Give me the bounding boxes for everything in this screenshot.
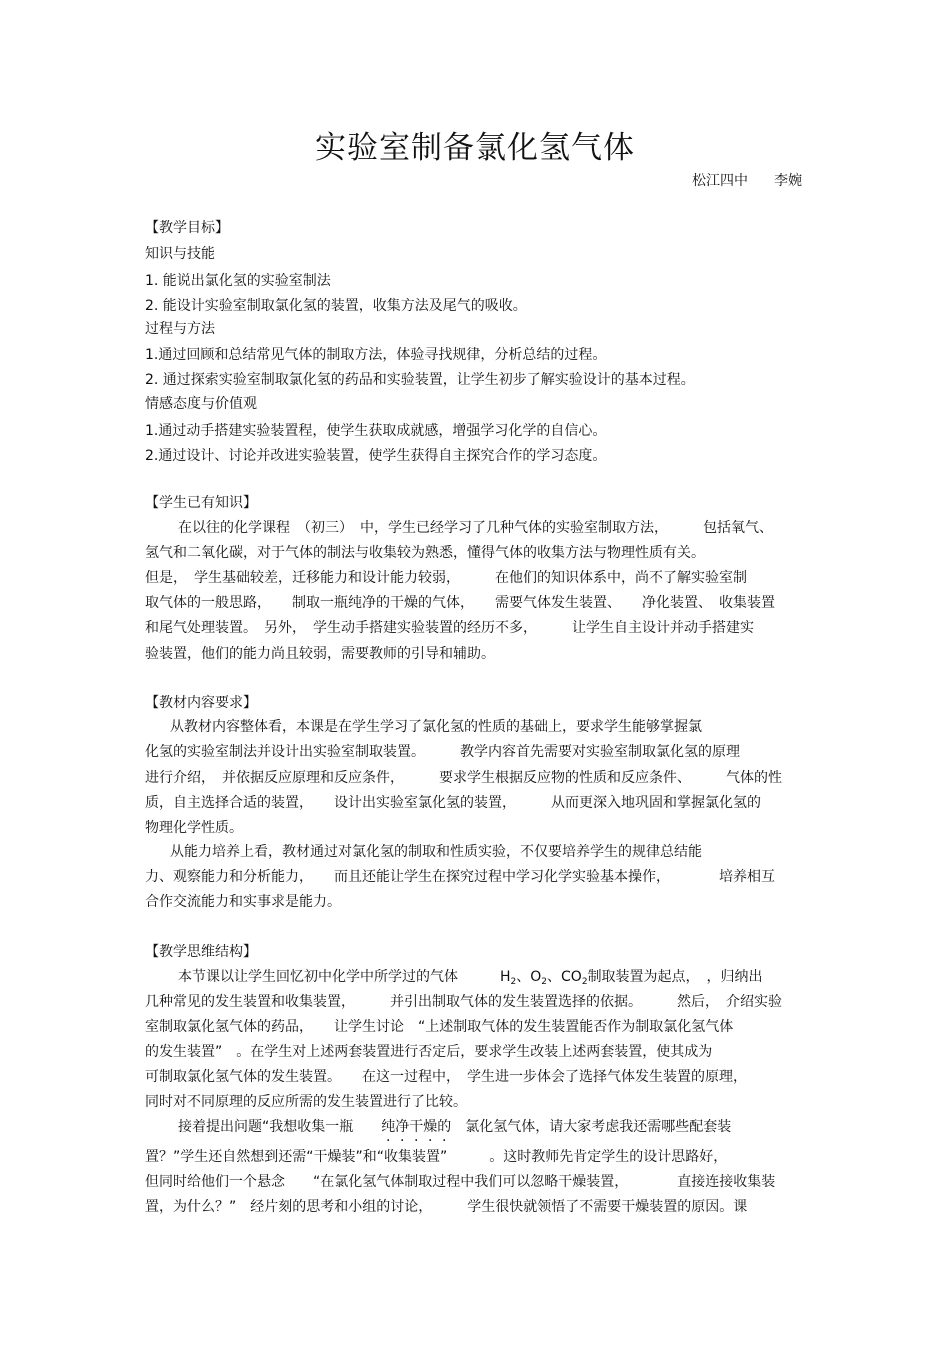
text-line: 2. 能设计实验室制取氯化氢的装置，收集方法及尾气的吸收。: [145, 298, 527, 314]
text-line: 的发生装置” 。在学生对上述两套装置进行否定后，要求学生改装上述两套装置，使其成为: [145, 1044, 713, 1060]
formula-o: O: [530, 969, 542, 985]
formula-separator: 、: [516, 969, 531, 985]
text-line: 从能力培养上看，教材通过对氯化氢的制取和性质实验，不仅要培养学生的规律总结能: [170, 844, 702, 860]
emphasis-char: 燥: [423, 1119, 438, 1135]
text-line: 化氢的实验室制法并设计出实验室制取装置。 教学内容首先需要对实验室制取氯化氢的原理: [145, 744, 740, 760]
text-line: 氢气和二氧化碳，对于气体的制法与收集较为熟悉，懂得气体的收集方法与物理性质有关。: [145, 545, 705, 561]
emphasis-char: 净: [395, 1119, 410, 1135]
text-line: 合作交流能力和实事求是能力。: [145, 894, 341, 910]
text-line: 但同时给他们一个悬念 “在氯化氢气体制取过程中我们可以忽略干燥装置， 直接连接收集装: [145, 1174, 776, 1190]
text-line: 置？”学生还自然想到还需“干燥装”和“收集装置” 。这时教师先肯定学生的设计思路好，: [145, 1149, 728, 1165]
text-line: 1.通过动手搭建实验装置程，使学生获取成就感，增强学习化学的自信心。: [145, 423, 607, 439]
text-line: 验装置，他们的能力尚且较弱，需要教师的引导和辅助。: [145, 646, 495, 662]
subheading-attitude: 情感态度与价值观: [145, 396, 257, 412]
text-line: 1. 能说出氯化氢的实验室制法: [145, 273, 331, 289]
text-line: 同时对不同原理的反应所需的发生装置进行了比较。: [145, 1094, 467, 1110]
formula-line-prefix: 本节课以让学生回忆初中化学中所学过的气体: [178, 969, 500, 985]
section-heading-prior-knowledge: 【学生已有知识】: [145, 495, 257, 511]
emphasis-char: 纯: [381, 1119, 396, 1135]
text-line: 但是， 学生基础较差，迁移能力和设计能力较弱， 在他们的知识体系中，尚不了解实验室制: [145, 570, 747, 586]
section-heading-goals: 【教学目标】: [145, 220, 229, 236]
text-line: 取气体的一般思路， 制取一瓶纯净的干燥的气体， 需要气体发生装置、 净化装置、 收集装置: [145, 595, 775, 611]
formula-subscript: 2: [581, 977, 588, 987]
text-line: 1.通过回顾和总结常见气体的制取方法，体验寻找规律，分析总结的过程。: [145, 347, 607, 363]
subheading-process: 过程与方法: [145, 321, 215, 337]
author-school: 松江四中: [692, 173, 748, 189]
document-title: 实验室制备氯化氢气体: [315, 130, 635, 166]
text-line: 2.通过设计、讨论并改进实验装置，使学生获得自主探究合作的学习态度。: [145, 448, 607, 464]
text-line: 质，自主选择合适的装置， 设计出实验室氯化氢的装置， 从而更深入地巩固和掌握氯化氢的: [145, 795, 761, 811]
text-line: 物理化学性质。: [145, 820, 243, 836]
formula-separator: 、: [547, 969, 562, 985]
formula-line-suffix: 制取装置为起点， ，归纳出: [587, 969, 763, 985]
formula-subscript: 2: [541, 977, 548, 987]
text-line: 2. 通过探索实验室制取氯化氢的药品和实验装置，让学生初步了解实验设计的基本过程。: [145, 372, 695, 388]
section-heading-thinking: 【教学思维结构】: [145, 944, 257, 960]
emphasis-line-prefix: 接着提出问题“我想收集一瓶: [178, 1119, 382, 1135]
text-line: 在以往的化学课程 （初三） 中，学生已经学习了几种气体的实验室制取方法， 包括氧气、: [178, 520, 773, 536]
author-line: [692, 170, 802, 190]
text-line: 进行介绍， 并依据反应原理和反应条件， 要求学生根据反应物的性质和反应条件、 气体的性: [145, 770, 782, 786]
emphasis-char: 的: [437, 1119, 452, 1135]
text-line: 几种常见的发生装置和收集装置， 并引出制取气体的发生装置选择的依据。 然后， 介绍实验: [145, 994, 782, 1010]
text-line: 可制取氯化氢气体的发生装置。 在这一过程中， 学生进一步体会了选择气体发生装置的原理，: [145, 1069, 747, 1085]
formula-h: H: [500, 969, 511, 985]
subheading-knowledge: 知识与技能: [145, 246, 215, 262]
text-line-emphasis: [178, 1118, 731, 1136]
text-line: 力、观察能力和分析能力， 而且还能让学生在探究过程中学习化学实验基本操作， 培养相互: [145, 869, 775, 885]
text-line: 置，为什么？” 经片刻的思考和小组的讨论， 学生很快就领悟了不需要干燥装置的原因。课: [145, 1199, 748, 1215]
text-line: 和尾气处理装置。 另外， 学生动手搭建实验装置的经历不多， 让学生自主设计并动手搭建实: [145, 620, 754, 636]
formula-subscript: 2: [510, 977, 517, 987]
text-line: 室制取氯化氢气体的药品， 让学生讨论 “上述制取气体的发生装置能否作为制取氯化氢气体: [145, 1019, 734, 1035]
text-line: 从教材内容整体看，本课是在学生学习了氯化氢的性质的基础上，要求学生能够掌握氯: [170, 719, 702, 735]
author-name: 李婉: [774, 173, 802, 189]
text-line-formula: [178, 968, 763, 991]
emphasis-line-suffix: 氯化氢气体，请大家考虑我还需哪些配套装: [451, 1119, 732, 1135]
formula-co: CO: [561, 969, 582, 985]
emphasis-char: 干: [409, 1119, 424, 1135]
section-heading-textbook: 【教材内容要求】: [145, 695, 257, 711]
